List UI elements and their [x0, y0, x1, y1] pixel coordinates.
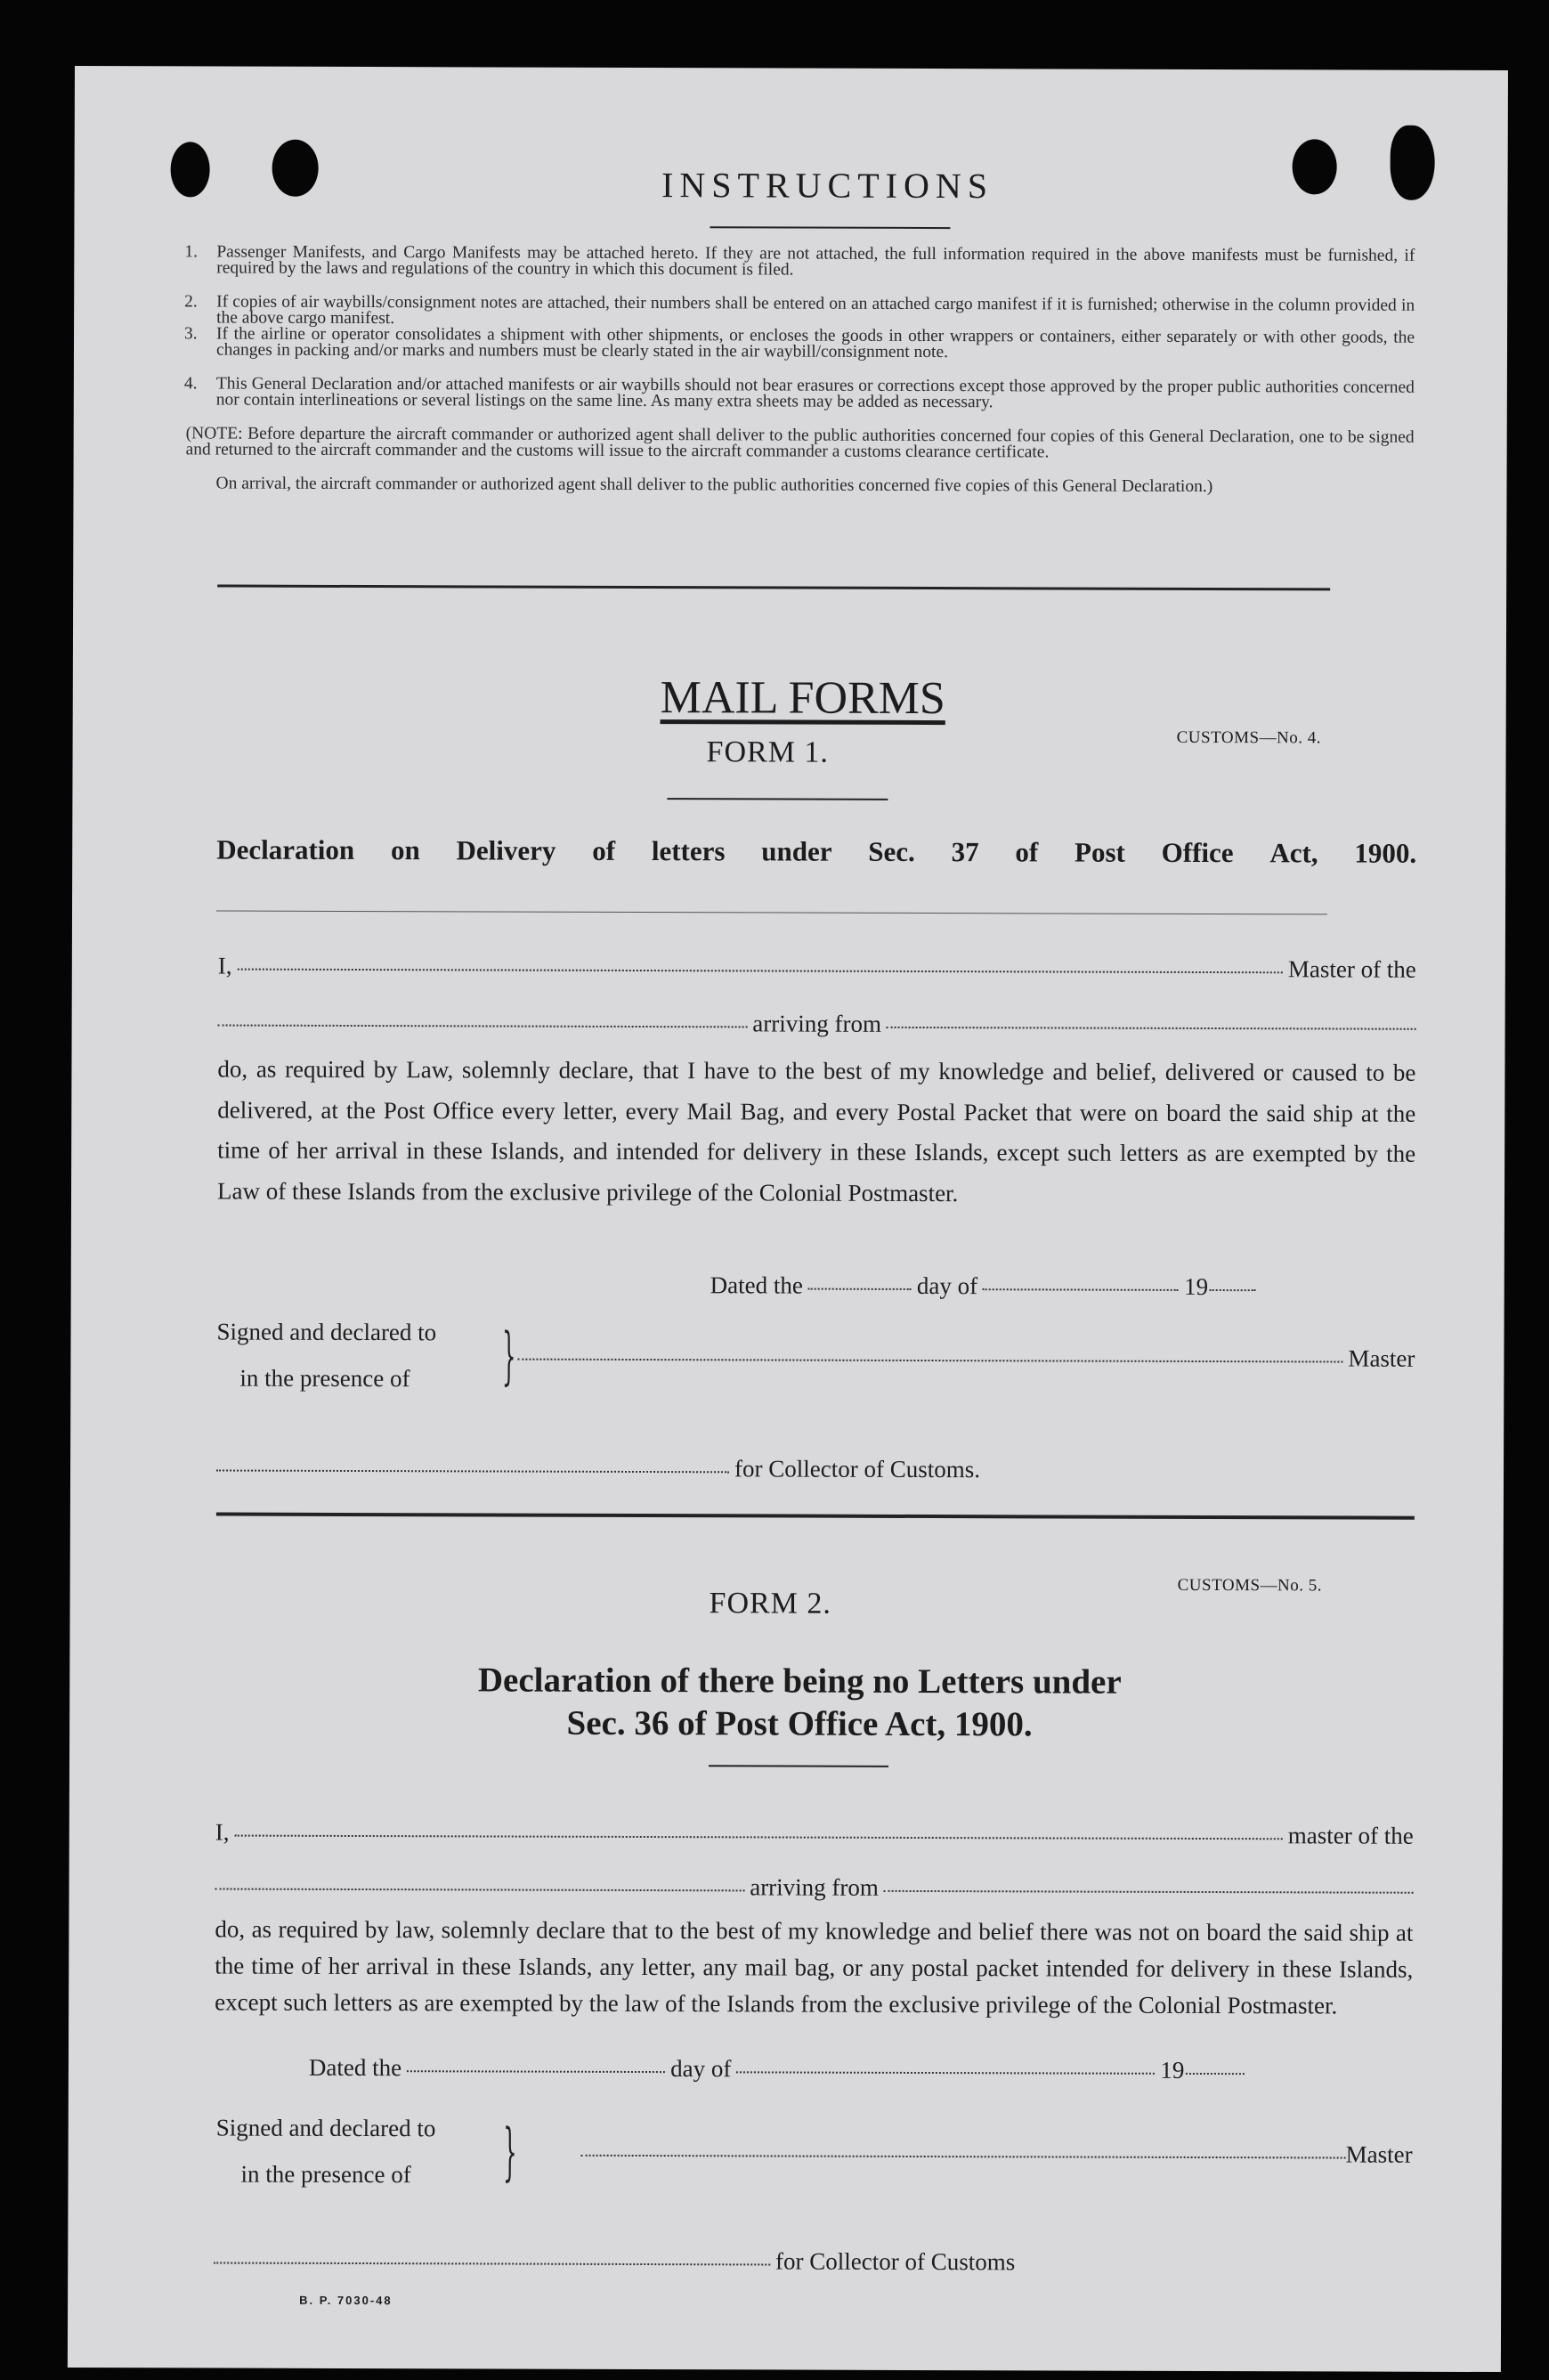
- form2-arriving-line: [215, 1872, 1414, 1904]
- instruction-text: This General Declaration and/or attached manifests or air waybills should not bear erasures or corrections except those approved by the proper public authorities concerned nor contain interlineations or several listings on the same line. As many extra sheets may be added as necessary.: [215, 374, 1415, 412]
- form1-declaration-title: [216, 834, 1416, 870]
- form1-brace: }: [501, 1319, 516, 1393]
- dated-the-label: Dated the: [710, 1271, 803, 1299]
- form1-collector-line: [216, 1454, 980, 1484]
- collector-label: for Collector of Customs: [774, 2247, 1016, 2276]
- form2-dated-line: [309, 2054, 1413, 2085]
- month-blank[interactable]: [983, 1288, 1179, 1291]
- form1-heading-rule: [667, 798, 888, 800]
- section-divider-1: [217, 585, 1330, 591]
- instruction-text: If copies of air waybills/consignment notes are attached, their numbers shall be entered on an attached cargo manifest if it is furnished; otherwise in the column provided in the above cargo manifest.: [216, 292, 1415, 329]
- i-label: I,: [217, 952, 232, 979]
- form2-body: do, as required by law, solemnly declare that to the best of my knowledge and belief there was not on board the said ship at the time of her arrival in these Islands, any letter, any mail bag, or any postal packet intended for delivery in these Islands, except such letters as are exempted by the law of the Islands from the exclusive privilege of the Colonial Postmaster.: [215, 1915, 1414, 2019]
- instruction-note: [186, 426, 1415, 461]
- form2-signed-label-1: Signed and declared to: [215, 2114, 436, 2142]
- month-blank[interactable]: [736, 2071, 1155, 2074]
- instruction-number: 1.: [184, 242, 199, 262]
- decl-word: letters: [651, 835, 726, 867]
- form2-brace: }: [502, 2115, 517, 2189]
- form1-body: do, as required by Law, solemnly declare, that I have to the best of my knowledge and belief, delivered or caused to be delivered, at the Post Office every letter, every Mail Bag, and every Postal Packet that were on board the said ship at the time of her arrival in these Islands, and intended for delivery in these Islands, except such letters as are exempted by the Law of these Islands from the exclusive privilege of the Colonial Postmaster.: [216, 1055, 1416, 1206]
- instruction-item-3: [184, 324, 1415, 362]
- mail-forms-title: MAIL FORMS: [660, 672, 945, 725]
- master-signature-blank[interactable]: [581, 2155, 1346, 2159]
- decl-word: of: [592, 834, 616, 866]
- collector-signature-blank[interactable]: [216, 1470, 729, 1474]
- instruction-text: If the airline or operator consolidates a shipment with other shipments, or encloses the goods in other wrappers or containers, either separately or with other goods, the changes in packing and/or marks and numbers must be clearly stated in the air waybill/consignment note.: [215, 324, 1415, 362]
- form2-master-line: [215, 1819, 1414, 1850]
- form2-heading-rule: [709, 1765, 888, 1767]
- year-blank[interactable]: [1210, 1289, 1256, 1291]
- form1-title-rule: [216, 911, 1327, 915]
- instruction-note-arrival-text: On arrival, the aircraft commander or authorized agent shall deliver to the public authorities concerned five copies of this General Declaration.): [215, 474, 1213, 497]
- form2-master-signature-line: [581, 2139, 1413, 2169]
- decl-word: of: [1015, 836, 1039, 868]
- date-blank[interactable]: [808, 1288, 912, 1290]
- decl-word: Delivery: [456, 834, 556, 866]
- decl-word: 1900.: [1354, 837, 1417, 869]
- section-divider-2: [216, 1513, 1415, 1520]
- decl-word: on: [390, 834, 420, 866]
- origin-blank[interactable]: [884, 1890, 1414, 1894]
- instruction-number: 3.: [184, 324, 198, 344]
- form1-arriving-line: [218, 1009, 1416, 1040]
- collector-signature-blank[interactable]: [214, 2262, 770, 2266]
- dated-the-label: Dated the: [308, 2053, 402, 2082]
- instructions-title-rule: [710, 226, 950, 228]
- form1-signed-label-1: Signed and declared to: [216, 1318, 437, 1346]
- i-label: I,: [215, 1818, 230, 1846]
- instruction-number: 2.: [184, 292, 198, 312]
- instructions-title: INSTRUCTIONS: [661, 165, 994, 207]
- decl-word: Declaration: [216, 833, 355, 865]
- decl-word: under: [761, 835, 832, 867]
- instruction-note-text: (NOTE: Before departure the aircraft commander or authorized agent shall deliver to the public authorities concerned four copies of this General Declaration, one to be signed and returned to the aircraft commander and the customs will issue to the aircraft commander a customs clearance certificate.: [185, 424, 1415, 462]
- arriving-from-label: arriving from: [750, 1873, 879, 1901]
- punch-hole-right-2: [1391, 126, 1435, 200]
- form2-signed-label-2: in the presence of: [240, 2160, 411, 2189]
- instruction-text: Passenger Manifests, and Cargo Manifests may be attached hereto. If they are not attached, the full information required in the above manifests must be furnished, if required by the laws and regulations of the country in which this document is filed.: [216, 242, 1415, 280]
- master-of-the-label: Master of the: [1287, 955, 1416, 983]
- document-page: [68, 66, 1508, 2372]
- name-blank[interactable]: [238, 969, 1283, 974]
- instruction-item-1: [184, 242, 1415, 280]
- decl-word: Act,: [1269, 837, 1318, 869]
- date-blank[interactable]: [407, 2070, 665, 2073]
- master-label: Master: [1348, 1344, 1415, 1372]
- punch-hole-right-1: [1293, 139, 1337, 194]
- decl-word: Sec.: [868, 835, 915, 867]
- name-blank[interactable]: [235, 1835, 1283, 1840]
- form1-master-signature-line: [517, 1343, 1415, 1373]
- punch-hole-left-1: [171, 142, 210, 197]
- arriving-from-label: arriving from: [752, 1010, 882, 1037]
- day-of-label: day of: [916, 1271, 978, 1300]
- form1-master-line: [218, 953, 1416, 984]
- form1-signed-label-2: in the presence of: [239, 1364, 410, 1393]
- form1-heading: FORM 1.: [706, 735, 830, 769]
- instruction-note-arrival: [215, 476, 1414, 496]
- decl-word: 37: [951, 836, 979, 868]
- instruction-number: 4.: [183, 374, 198, 394]
- year-blank[interactable]: [1186, 2073, 1245, 2075]
- form2-title-line-1: Declaration of there being no Letters under: [477, 1661, 1122, 1702]
- year-prefix: 19: [1184, 1272, 1209, 1301]
- year-prefix: 19: [1160, 2056, 1185, 2084]
- instruction-item-4: [183, 374, 1415, 412]
- ship-name-blank[interactable]: [218, 1025, 748, 1028]
- form1-customs-number: CUSTOMS—No. 4.: [1176, 727, 1322, 748]
- master-label: Master: [1345, 2140, 1413, 2168]
- decl-word: Office: [1161, 836, 1234, 869]
- ship-name-blank[interactable]: [215, 1889, 745, 1892]
- form2-title-line-2: Sec. 36 of Post Office Act, 1900.: [566, 1703, 1033, 1744]
- punch-hole-left-2: [272, 140, 319, 197]
- collector-label: for Collector of Customs.: [734, 1455, 981, 1483]
- master-signature-blank[interactable]: [517, 1359, 1342, 1363]
- origin-blank[interactable]: [887, 1027, 1416, 1030]
- day-of-label: day of: [670, 2055, 732, 2083]
- form2-customs-number: CUSTOMS—No. 5.: [1177, 1575, 1323, 1596]
- master-of-the-label: master of the: [1287, 1822, 1414, 1849]
- form2-heading: FORM 2.: [709, 1587, 832, 1621]
- print-code: B. P. 7030-48: [299, 2293, 393, 2308]
- form1-dated-line: [710, 1271, 1415, 1301]
- decl-word: Post: [1074, 836, 1125, 868]
- form2-collector-line: [214, 2246, 1015, 2277]
